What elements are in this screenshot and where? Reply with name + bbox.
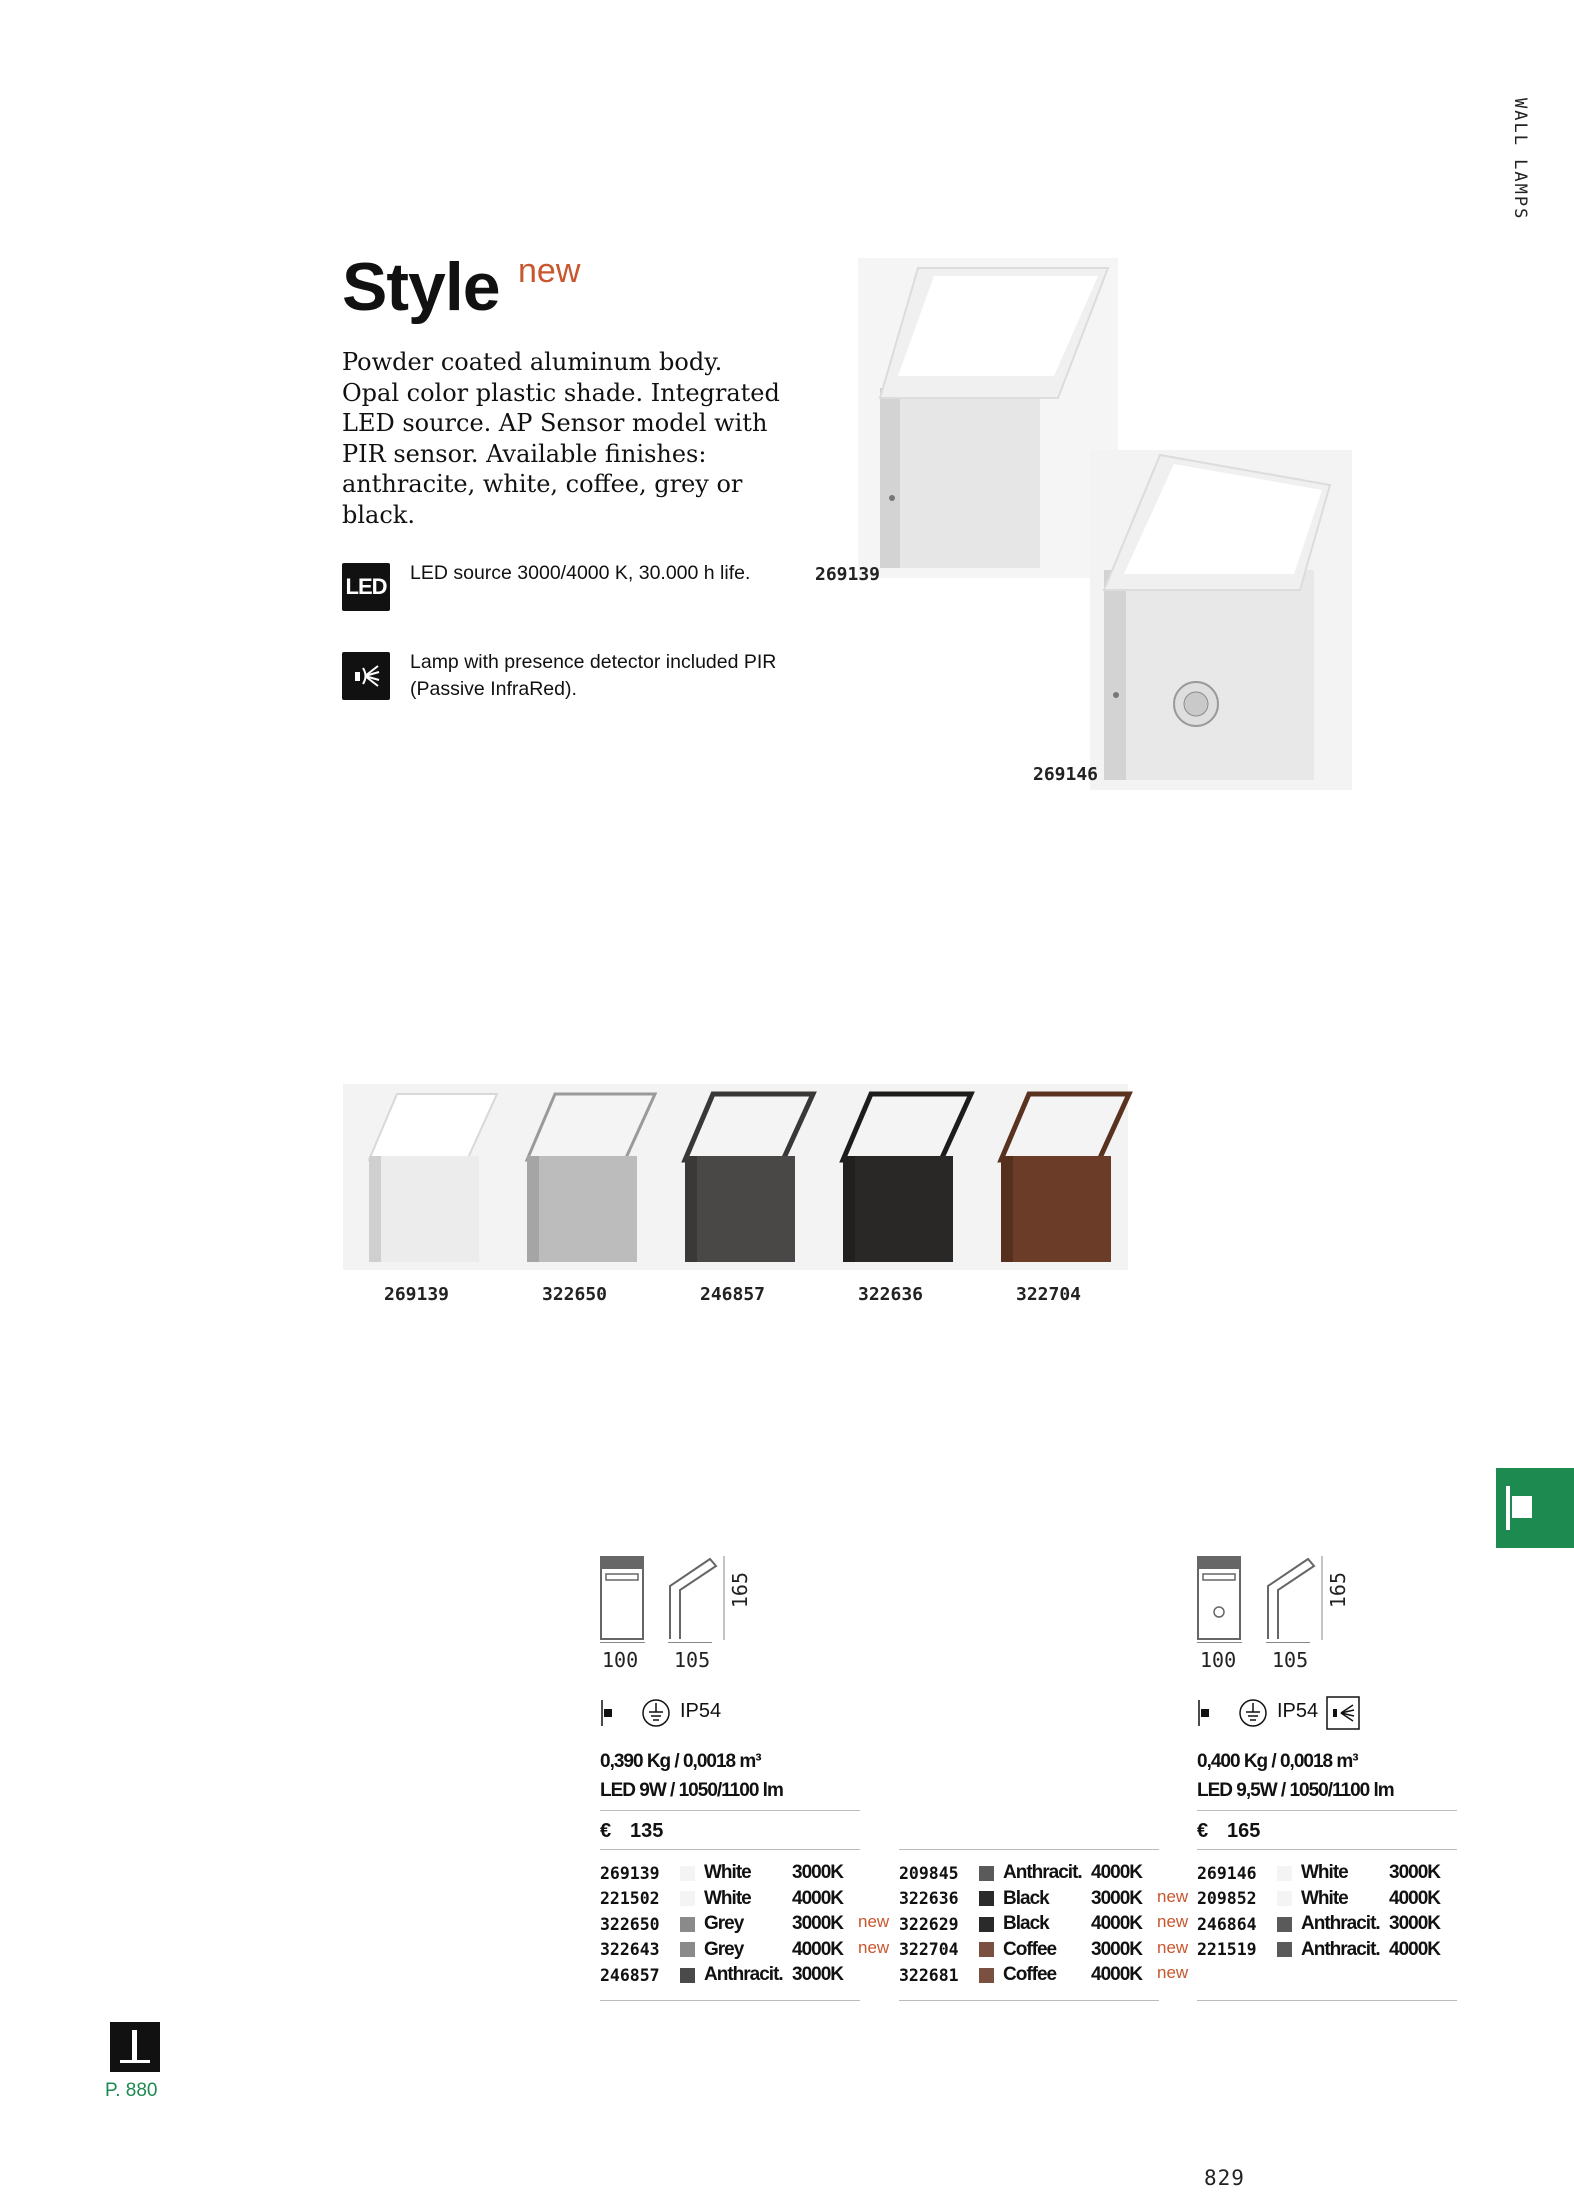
page-number: 829 (1204, 2166, 1245, 2190)
photo-code-label: 269139 (815, 564, 881, 585)
variant-finish: White (704, 1862, 751, 1883)
variant-finish: White (704, 1887, 751, 1909)
finish-swatch (1277, 1917, 1292, 1932)
price: 165 (1227, 1820, 1261, 1842)
dimension-line (668, 1642, 712, 1643)
finish-lamp-white (361, 1084, 511, 1270)
new-badge: new (1157, 1887, 1189, 1906)
variant-temp: 3000K (1389, 1862, 1440, 1883)
product-photo-269139 (858, 258, 1118, 578)
led-feature-text: LED source 3000/4000 K, 30.000 h life. (410, 562, 751, 584)
class-one-icon (600, 1700, 614, 1726)
dimension-height: 165 (1326, 1572, 1350, 1609)
variant-finish: Grey (704, 1938, 744, 1960)
variant-code: 209845 (899, 1863, 959, 1883)
class-one-icon (1197, 1700, 1211, 1726)
pir-sensor-icon (1326, 1696, 1360, 1730)
variant-code: 322704 (899, 1940, 959, 1959)
finish-swatch (979, 1968, 994, 1983)
reference-page-link[interactable]: P. 880 (105, 2080, 158, 2101)
variant-code: 322681 (899, 1965, 959, 1985)
variant-temp: 3000K (792, 1862, 843, 1883)
weight-volume: 0,390 Kg / 0,0018 m³ (600, 1751, 761, 1772)
finish-code-label: 322650 (542, 1284, 608, 1305)
new-badge: new (1157, 1912, 1189, 1931)
dimension-depth: 105 (1272, 1648, 1309, 1672)
finish-body (1001, 1156, 1111, 1262)
led-icon: LED (342, 563, 390, 611)
variant-temp: 3000K (1389, 1913, 1440, 1934)
finish-body (527, 1156, 637, 1262)
variant-finish: White (1301, 1862, 1348, 1883)
variant-temp: 4000K (792, 1938, 843, 1960)
divider (899, 2000, 1159, 2001)
variant-temp: 4000K (1389, 1938, 1440, 1960)
dimension-height: 165 (728, 1572, 752, 1609)
variant-finish: Black (1003, 1913, 1049, 1934)
variant-temp: 4000K (1091, 1964, 1142, 1985)
pir-sensor-icon (342, 652, 390, 700)
variant-finish: Coffee (1003, 1964, 1057, 1985)
variant-temp: 3000K (1091, 1938, 1142, 1960)
variant-code: 221502 (600, 1889, 660, 1908)
variant-finish: Anthracit. (704, 1964, 783, 1985)
variant-temp: 4000K (1091, 1862, 1142, 1883)
variant-finish: Anthracit. (1301, 1938, 1380, 1960)
table-row (1197, 1911, 1467, 1937)
table-row (600, 1962, 870, 1988)
table-row (1197, 1886, 1467, 1912)
variant-code: 221519 (1197, 1940, 1257, 1959)
table-row (899, 1911, 1169, 1937)
table-row (600, 1860, 870, 1886)
divider (899, 1849, 1159, 1850)
finish-code-label: 322704 (1016, 1284, 1082, 1305)
finish-swatch (979, 1891, 994, 1906)
weight-volume: 0,400 Kg / 0,0018 m³ (1197, 1751, 1358, 1772)
table-row (600, 1937, 870, 1963)
divider (1197, 1849, 1457, 1850)
divider (600, 1849, 860, 1850)
light-source: LED 9,5W / 1050/1100 lm (1197, 1780, 1394, 1801)
front-view-diagram (1197, 1554, 1242, 1642)
photo-code-label: 269146 (1033, 764, 1099, 785)
table-row (600, 1911, 870, 1937)
finish-code-label: 322636 (858, 1284, 924, 1305)
finish-lamp-anthracite (677, 1084, 827, 1270)
divider (1197, 2000, 1457, 2001)
finish-lamp-coffee (993, 1084, 1143, 1270)
light-source: LED 9W / 1050/1100 lm (600, 1780, 783, 1801)
variant-finish: White (1301, 1887, 1348, 1909)
side-view-diagram (662, 1554, 728, 1642)
currency-symbol: € (1197, 1820, 1209, 1842)
related-product-icon (110, 2022, 160, 2072)
variant-table (1197, 1860, 1477, 2000)
variant-finish: Coffee (1003, 1938, 1057, 1960)
variant-table (899, 1860, 1179, 2000)
variant-table (600, 1860, 880, 2000)
side-view-diagram (1260, 1554, 1326, 1642)
variant-code: 322636 (899, 1889, 959, 1908)
product-title: Style (342, 249, 500, 325)
price: 135 (630, 1820, 664, 1842)
finish-swatch (979, 1917, 994, 1932)
dimension-line (600, 1642, 645, 1643)
finish-swatch (1277, 1866, 1292, 1881)
divider (600, 1810, 860, 1811)
variant-code: 322629 (899, 1914, 959, 1934)
new-badge: new (858, 1912, 890, 1931)
divider (600, 2000, 860, 2001)
variant-finish: Anthracit. (1301, 1913, 1380, 1934)
variant-code: 322650 (600, 1914, 660, 1934)
pir-feature-text: Lamp with presence detector included PIR (Passive InfraRed). (410, 651, 777, 700)
table-row (1197, 1937, 1467, 1963)
finish-swatch (1277, 1891, 1292, 1906)
variant-code: 322643 (600, 1940, 660, 1959)
table-row (899, 1886, 1169, 1912)
finish-swatch (979, 1942, 994, 1957)
table-row (1197, 1860, 1467, 1886)
dimension-line (1197, 1642, 1242, 1643)
product-description: Powder coated aluminum body. Opal color plastic shade. Integrated LED source. AP Sensor model with PIR sensor. Available finishes: anthracite, white, coffee, grey or black. (342, 348, 780, 529)
variant-finish: Anthracit. (1003, 1862, 1082, 1883)
finish-body (685, 1156, 795, 1262)
variant-temp: 3000K (792, 1964, 843, 1985)
table-row (899, 1962, 1169, 1988)
dimension-width: 100 (1200, 1648, 1237, 1672)
earth-ground-icon (641, 1698, 671, 1728)
finish-swatch (680, 1942, 695, 1957)
finish-body (843, 1156, 953, 1262)
new-badge: new (1157, 1963, 1189, 1982)
variant-finish: Black (1003, 1887, 1049, 1909)
earth-ground-icon (1238, 1698, 1268, 1728)
variant-code: 246857 (600, 1965, 660, 1985)
ip-rating: IP54 (680, 1700, 722, 1722)
finishes-photo-strip (343, 1084, 1128, 1270)
variant-temp: 4000K (1091, 1913, 1142, 1934)
variant-finish: Grey (704, 1913, 744, 1934)
finish-code-label: 269139 (384, 1284, 450, 1305)
divider (1197, 1810, 1457, 1811)
dimension-width: 100 (602, 1648, 639, 1672)
finish-body (369, 1156, 479, 1262)
table-row (899, 1937, 1169, 1963)
ip-rating: IP54 (1277, 1700, 1319, 1722)
section-side-label: WALL LAMPS (1510, 98, 1530, 221)
new-badge: new (1157, 1938, 1189, 1957)
variant-code: 246864 (1197, 1914, 1257, 1934)
finish-swatch (680, 1917, 695, 1932)
variant-code: 269139 (600, 1863, 660, 1883)
variant-temp: 3000K (1091, 1887, 1142, 1909)
variant-temp: 4000K (1389, 1887, 1440, 1909)
new-badge: new (518, 252, 581, 290)
front-view-diagram (600, 1554, 645, 1642)
new-badge: new (858, 1938, 890, 1957)
finish-code-label: 246857 (700, 1284, 766, 1305)
variant-code: 209852 (1197, 1889, 1257, 1908)
finish-lamp-grey (519, 1084, 669, 1270)
dimension-depth: 105 (674, 1648, 711, 1672)
finish-swatch (680, 1866, 695, 1881)
variant-temp: 4000K (792, 1887, 843, 1909)
product-photo-269146 (1090, 450, 1352, 790)
table-row (600, 1886, 870, 1912)
finish-swatch (680, 1891, 695, 1906)
finish-swatch (1277, 1942, 1292, 1957)
finish-swatch (680, 1968, 695, 1983)
section-tab (1496, 1468, 1574, 1548)
currency-symbol: € (600, 1820, 612, 1842)
finish-swatch (979, 1866, 994, 1881)
variant-temp: 3000K (792, 1913, 843, 1934)
variant-code: 269146 (1197, 1863, 1257, 1883)
finish-lamp-black (835, 1084, 985, 1270)
dimension-line (1266, 1642, 1310, 1643)
table-row (899, 1860, 1169, 1886)
